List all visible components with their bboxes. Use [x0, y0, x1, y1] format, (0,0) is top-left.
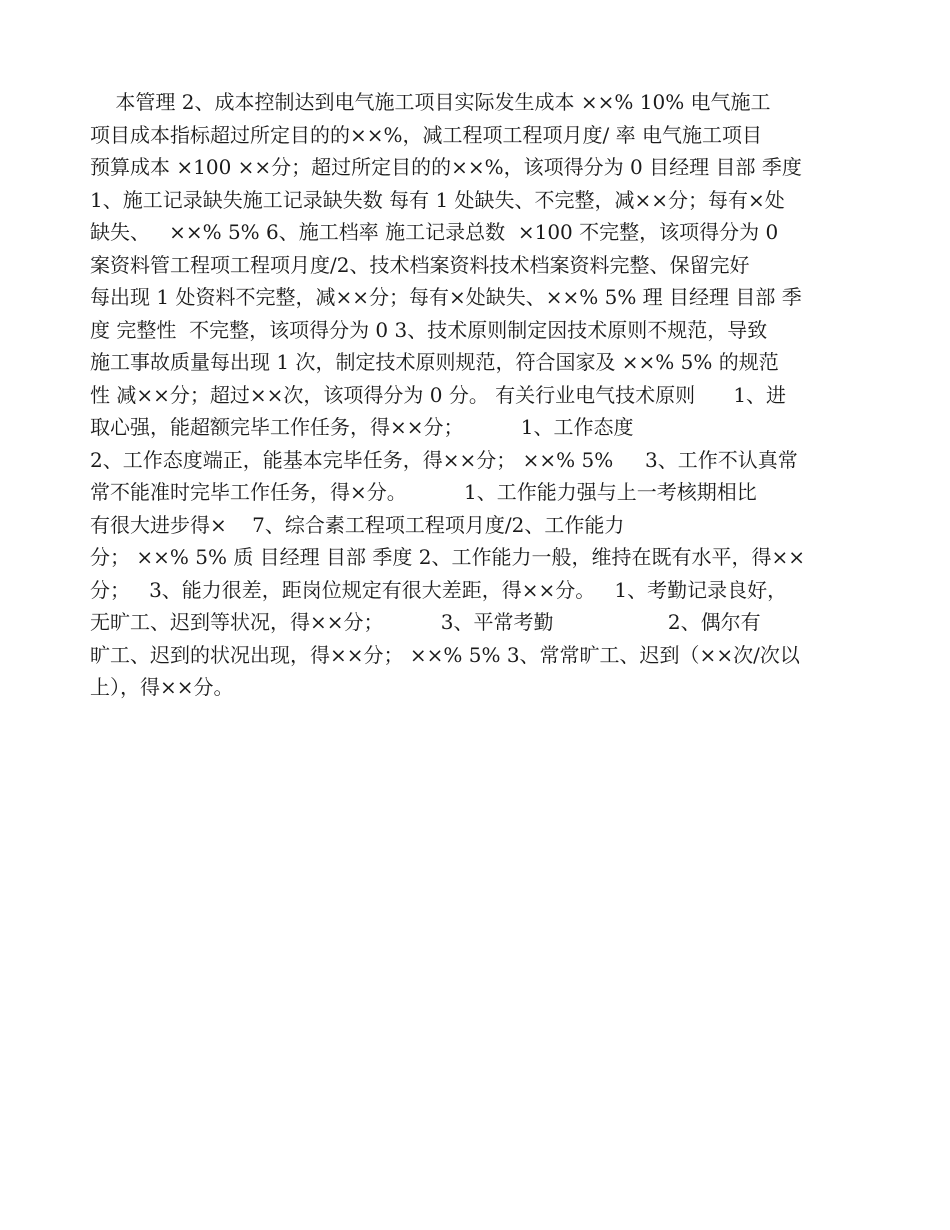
- text-line-4: 1、施工记录缺失施工记录缺失数 每有 1 处缺失、不完整，减××分；每有×处: [90, 187, 785, 212]
- text-line-14: 有很大进步得× 7、综合素工程项工程项月度/2、工作能力: [90, 512, 625, 537]
- text-line-2: 项目成本指标超过所定目的的××%，减工程项工程项月度/ 率 电气施工项目: [90, 122, 762, 147]
- text-line-11: 取心强，能超额完毕工作任务，得××分； 1、工作态度: [90, 415, 634, 439]
- text-line-3: 预算成本 ×100 ××分；超过所定目的的××%，该项得分为 0 目经理 目部 季度: [90, 155, 802, 179]
- text-line-7: 每出现 1 处资料不完整，减××分；每有×处缺失、××% 5% 理 目经理 目部 季: [90, 285, 802, 309]
- text-line-1: 本管理 2、成本控制达到电气施工项目实际发生成本 ××% 10% 电气施工: [90, 90, 771, 114]
- text-line-16: 分； 3、能力很差，距岗位规定有很大差距，得××分。 1、考勤记录良好，: [90, 577, 788, 602]
- text-line-6: 案资料管工程项工程项月度/2、技术档案资料技术档案资料完整、保留完好: [90, 252, 750, 277]
- text-line-8: 度 完整性 不完整，该项得分为 0 3、技术原则制定因技术原则不规范，导致: [90, 317, 768, 342]
- text-line-9: 施工事故质量每出现 1 次，制定技术原则规范，符合国家及 ××% 5% 的规范: [90, 350, 779, 374]
- text-line-15: 分； ××% 5% 质 目经理 目部 季度 2、工作能力一般，维持在既有水平，得××: [90, 545, 805, 569]
- text-line-12: 2、工作态度端正，能基本完毕任务，得××分； ××% 5% 3、工作不认真常: [90, 447, 798, 472]
- text-line-17: 无旷工、迟到等状况，得××分； 3、平常考勤 2、偶尔有: [90, 610, 761, 634]
- text-line-13: 常不能准时完毕工作任务，得×分。 1、工作能力强与上一考核期相比: [90, 480, 757, 504]
- document-body: [90, 86, 862, 704]
- text-line-18: 旷工、迟到的状况出现，得××分； ××% 5% 3、常常旷工、迟到（××次/次以: [90, 642, 800, 667]
- text-line-5: 缺失、 ××% 5% 6、施工档率 施工记录总数 ×100 不完整，该项得分为 0: [90, 220, 779, 244]
- text-line-19: 上），得××分。: [90, 675, 234, 699]
- text-line-10: 性 减××分；超过××次，该项得分为 0 分。 有关行业电气技术原则 1、进: [90, 382, 787, 407]
